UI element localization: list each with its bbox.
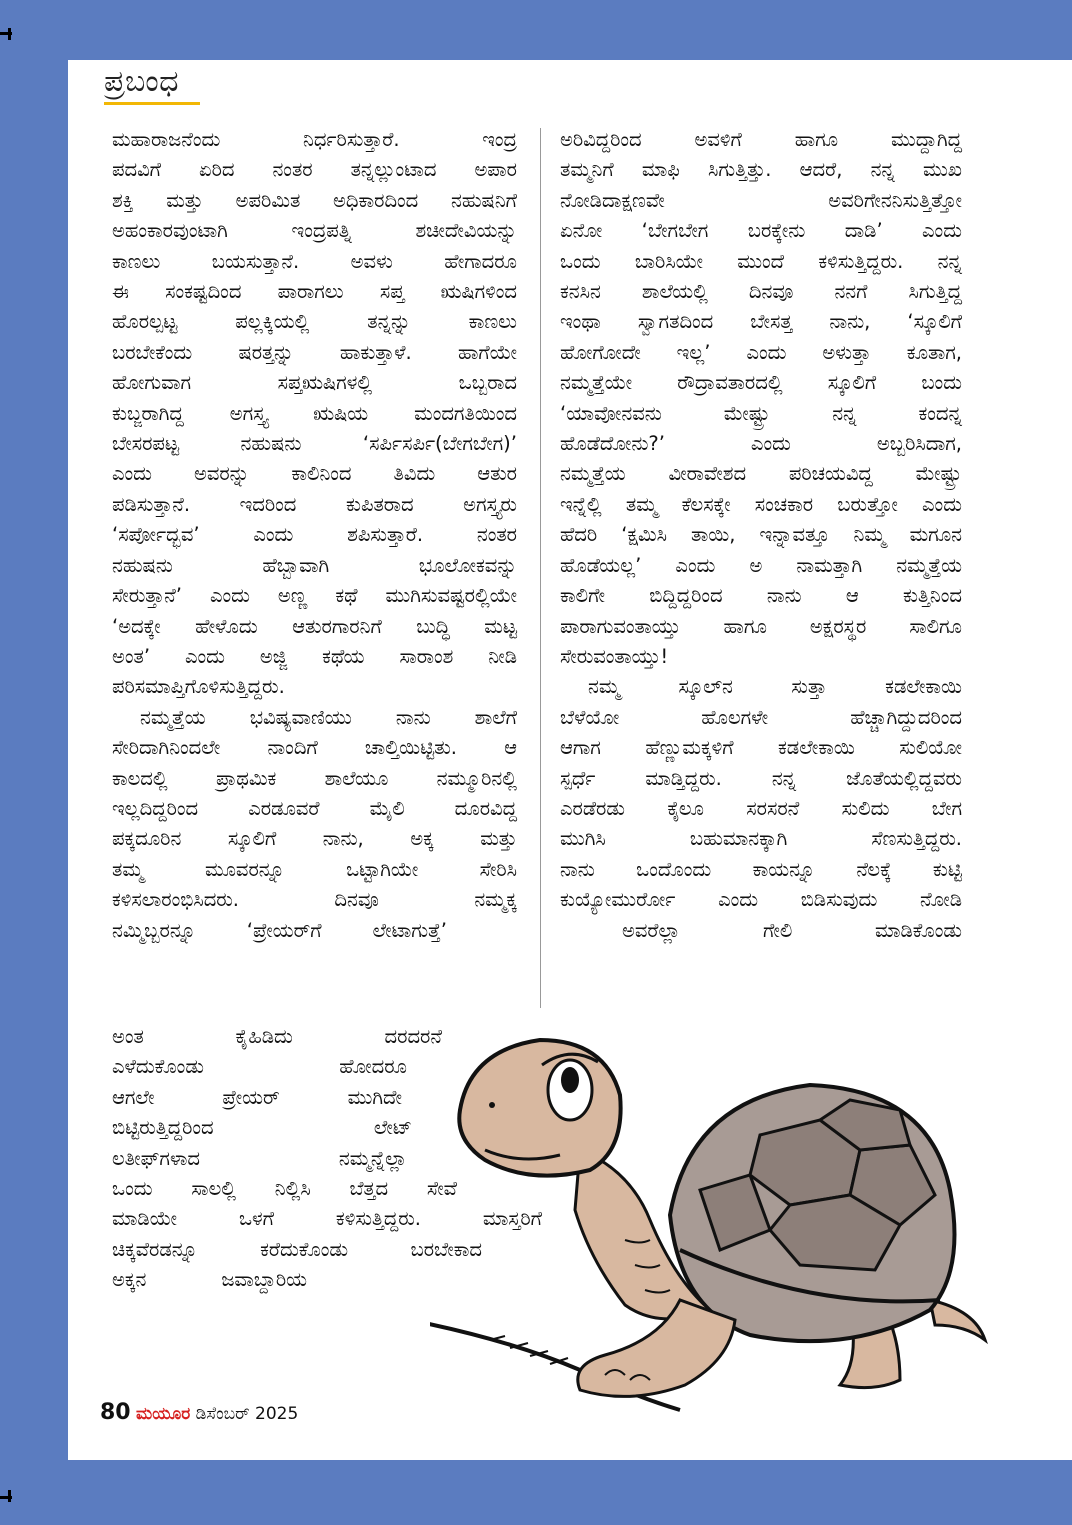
text-line: ಹೊಡೆಯಲ್ಲ’ ಎಂದು ಅ ನಾಮತ್ತಾಗಿ ನಮ್ಮತ್ತೆಯ — [560, 553, 962, 577]
text-line: ಏನೋ ‘ಬೇಗಬೇಗ ಬರಕ್ಕೇನು ದಾಡಿ’ ಎಂದು — [560, 219, 962, 243]
text-line: ಕುಬ್ಜರಾಗಿದ್ದ ಅಗಸ್ತ್ಯ ಋಷಿಯ ಮಂದಗತಿಯಿಂದ — [112, 401, 517, 425]
text-line: ಸೇರಿದಾಗಿನಿಂದಲೇ ನಾಂದಿಗೆ ಚಾಲ್ತಿಯಿಟ್ಟಿತು. ಆ — [112, 736, 517, 760]
text-line: ಕುಯ್ಯೋಮುರ್ರೋ ಎಂದು ಬಿಡಿಸುವುದು ನೋಡಿ — [560, 888, 962, 912]
text-line: ಬಿಟ್ಟಿರುತ್ತಿದ್ದರಿಂದ ಲೇಟ್ — [112, 1116, 412, 1140]
text-line: ಸೇರುವಂತಾಯ್ತು! — [560, 644, 669, 668]
text-line: ಒಂದು ಬಾರಿಸಿಯೇ ಮುಂದೆ ಕಳಿಸುತ್ತಿದ್ದರು. ನನ್ನ — [560, 249, 962, 273]
text-line: ಆಗಾಗ ಹೆಣ್ಣುಮಕ್ಕಳಿಗೆ ಕಡಲೇಕಾಯಿ ಸುಲಿಯೋ — [560, 736, 962, 760]
column-2 — [560, 125, 962, 946]
text-line: ಈ ಸಂಕಷ್ಟದಿಂದ ಪಾರಾಗಲು ಸಪ್ತ ಋಷಿಗಳಿಂದ — [112, 280, 517, 304]
text-line: ಇಲ್ಲದಿದ್ದರಿಂದ ಎರಡೂವರೆ ಮೈಲಿ ದೂರವಿದ್ದ — [112, 796, 517, 820]
text-line: ಲತೀಫ್‌ಗಳಾದ ನಮ್ಮನ್ನೆಲ್ಲಾ — [112, 1146, 407, 1170]
text-line: ಒಂದು ಸಾಲಲ್ಲಿ ನಿಲ್ಲಿಸಿ ಬೆತ್ತದ ಸೇವೆ — [112, 1177, 457, 1201]
text-line: ಮಹಾರಾಜನೆಂದು ನಿರ್ಧರಿಸುತ್ತಾರೆ. ಇಂದ್ರ — [112, 128, 517, 151]
text-line: ಅಂತ’ ಎಂದು ಅಜ್ಜಿ ಕಥೆಯ ಸಾರಾಂಶ ನೀಡಿ — [112, 644, 517, 668]
text-line: ಅಂತ ಕೈಹಿಡಿದು ದರದರನೆ — [112, 1025, 442, 1048]
section-title: ಪ್ರಬಂಧ — [104, 64, 180, 99]
column-1 — [112, 125, 517, 946]
text-line: ಪಡಿಸುತ್ತಾನೆ. ಇದರಿಂದ ಕುಪಿತರಾದ ಅಗಸ್ತ್ಯರು — [112, 492, 517, 516]
text-line: ಪಕ್ಕದೂರಿನ ಸ್ಕೂಲಿಗೆ ನಾನು, ಅಕ್ಕ ಮತ್ತು — [112, 827, 517, 851]
page-footer — [100, 1400, 298, 1425]
column-divider — [540, 128, 541, 1008]
text-line: ಮುಗಿಸಿ ಬಹುಮಾನಕ್ಕಾಗಿ ಸೆಣಸುತ್ತಿದ್ದರು. — [560, 827, 962, 851]
magazine-logo: ಮಯೂರ — [136, 1404, 191, 1424]
text-line: ನೋಡಿದಾಕ್ಷಣವೇ ಅವರಿಗೇನನಿಸುತ್ತಿತ್ತೋ — [560, 188, 962, 212]
text-line: ಶಕ್ತಿ ಮತ್ತು ಅಪರಿಮಿತ ಅಧಿಕಾರದಿಂದ ನಹುಷನಿಗೆ — [112, 188, 517, 212]
turtle-icon — [430, 1010, 990, 1430]
text-line: ನಮ್ಮ ಸ್ಕೂಲ್‌ನ ಸುತ್ತಾ ಕಡಲೇಕಾಯಿ — [588, 675, 962, 699]
text-line: ಕನಸಿನ ಶಾಲೆಯಲ್ಲಿ ದಿನವೂ ನನಗೆ ಸಿಗುತ್ತಿದ್ದ — [560, 280, 962, 304]
page-number: 80 — [100, 1400, 131, 1425]
text-line: ಅವರೆಲ್ಲಾ ಗೇಲಿ ಮಾಡಿಕೊಂಡು — [622, 918, 962, 942]
text-line: ಚಿಕ್ಕವೆರಡನ್ನೂ ಕರೆದುಕೊಂಡು ಬರಬೇಕಾದ — [112, 1237, 482, 1261]
text-line: ನಮ್ಮಿಬ್ಬರನ್ನೂ ‘ಪ್ರೇಯರ್‌ಗೆ ಲೇಟಾಗುತ್ತೆ’ — [112, 918, 447, 942]
text-line: ತಮ್ಮ ಮೂವರನ್ನೂ ಒಟ್ಟಾಗಿಯೇ ಸೇರಿಸಿ — [112, 857, 517, 881]
text-line: ‘ಅದಕ್ಕೇ ಹೇಳೊದು ಆತುರಗಾರನಿಗೆ ಬುದ್ಧಿ ಮಟ್ಟ — [112, 614, 517, 638]
text-line: ಕಳಿಸಲಾರಂಭಿಸಿದರು. ದಿನವೂ ನಮ್ಮಕ್ಕ — [112, 888, 517, 912]
issue-date: ಡಿಸೆಂಬರ್ 2025 — [195, 1404, 299, 1424]
text-line: ನಾನು ಒಂದೊಂದು ಕಾಯನ್ನೂ ನೆಲಕ್ಕೆ ಕುಟ್ಟಿ — [560, 857, 962, 881]
text-line: ಪದವಿಗೆ ಏರಿದ ನಂತರ ತನ್ನಲ್ಲುಂಟಾದ ಅಪಾರ — [112, 158, 517, 182]
text-line: ನಮ್ಮತ್ತೆಯ ಭವಿಷ್ಯವಾಣಿಯು ನಾನು ಶಾಲೆಗೆ — [140, 705, 517, 729]
text-line: ಅಹಂಕಾರವುಂಟಾಗಿ ಇಂದ್ರಪತ್ನಿ ಶಚೀದೇವಿಯನ್ನು — [112, 219, 517, 243]
crop-mark — [0, 32, 12, 35]
text-line: ‘ಯಾವೋನವನು ಮೇಷ್ಟ್ರು ನನ್ನ ಕಂದನ್ನ — [560, 401, 962, 425]
text-line: ಪರಿಸಮಾಪ್ತಿಗೊಳಿಸುತ್ತಿದ್ದರು. — [112, 675, 285, 699]
text-line: ಮಾಡಿಯೇ ಒಳಗೆ ಕಳಿಸುತ್ತಿದ್ದರು. ಮಾಸ್ತರಿಗೆ — [112, 1207, 542, 1231]
text-line: ಎರಡೆರಡು ಕೈಲೂ ಸರಸರನೆ ಸುಲಿದು ಬೇಗ — [560, 796, 962, 820]
text-line: ಎಳೆದುಕೊಂಡು ಹೋದರೂ — [112, 1055, 407, 1079]
text-line: ಇಂಥಾ ಸ್ವಾಗತದಿಂದ ಬೇಸತ್ತ ನಾನು, ‘ಸ್ಕೂಲಿಗೆ — [560, 310, 962, 334]
text-line: ಇನ್ನೆಲ್ಲಿ ತಮ್ಮ ಕೆಲಸಕ್ಕೇ ಸಂಚಕಾರ ಬರುತ್ತೋ ಎಂದು — [560, 492, 962, 516]
text-line: ಹೊರಲ್ಪಟ್ಟ ಪಲ್ಲಕ್ಕಿಯಲ್ಲಿ ತನ್ನನ್ನು ಕಾಣಲು — [112, 310, 517, 334]
text-line: ಅಕ್ಕನ ಜವಾಬ್ದಾರಿಯ — [112, 1268, 307, 1292]
text-line: ಕಾಣಲು ಬಯಸುತ್ತಾನೆ. ಅವಳು ಹೇಗಾದರೂ — [112, 249, 517, 273]
text-line: ಸ್ಪರ್ಧೆ ಮಾಡ್ತಿದ್ದರು. ನನ್ನ ಜೊತೆಯಲ್ಲಿದ್ದವರು — [560, 766, 962, 790]
text-line: ನಮ್ಮತ್ತೆಯೇ ರೌದ್ರಾವತಾರದಲ್ಲಿ ಸ್ಕೂಲಿಗೆ ಬಂದು — [560, 371, 962, 395]
text-line: ಹೋಗುವಾಗ ಸಪ್ತಋಷಿಗಳಲ್ಲಿ ಒಬ್ಬರಾದ — [112, 371, 517, 395]
text-line: ಕಾಲಿಗೇ ಬಿದ್ದಿದ್ದರಿಂದ ನಾನು ಆ ಕುತ್ತಿನಿಂದ — [560, 584, 962, 608]
text-line: ಹೋಗೋದೇ ಇಲ್ಲ’ ಎಂದು ಅಳುತ್ತಾ ಕೂತಾಗ, — [560, 340, 962, 364]
text-line: ಆಗಲೇ ಪ್ರೇಯರ್ ಮುಗಿದೇ — [112, 1085, 402, 1109]
text-line: ಬೆಳೆಯೋ ಹೊಲಗಳೇ ಹೆಚ್ಚಾಗಿದ್ದುದರಿಂದ — [560, 705, 962, 729]
text-line: ಹೊಡೆದೋನು?’ ಎಂದು ಅಬ್ಬರಿಸಿದಾಗ, — [560, 432, 962, 456]
text-line: ಕಾಲದಲ್ಲಿ ಪ್ರಾಥಮಿಕ ಶಾಲೆಯೂ ನಮ್ಮೂರಿನಲ್ಲಿ — [112, 766, 517, 790]
text-line: ನಮ್ಮತ್ತೆಯ ವೀರಾವೇಶದ ಪರಿಚಯವಿದ್ದ ಮೇಷ್ಟ್ರು — [560, 462, 962, 486]
text-line: ಎಂದು ಅವರನ್ನು ಕಾಲಿನಿಂದ ತಿವಿದು ಆತುರ — [112, 462, 517, 486]
title-underline — [104, 102, 200, 105]
text-line: ಸೇರುತ್ತಾನೆ’ ಎಂದು ಅಣ್ಣ ಕಥೆ ಮುಗಿಸುವಷ್ಟರಲ್ಲಿಯೇ — [112, 584, 517, 608]
crop-mark — [0, 1496, 12, 1499]
text-line: ಹೆದರಿ ‘ಕ್ಷಮಿಸಿ ತಾಯಿ, ಇನ್ನಾವತ್ತೂ ನಿಮ್ಮ ಮಗೂನ — [560, 523, 962, 547]
text-line: ಬೇಸರಪಟ್ಟ ನಹುಷನು ‘ಸರ್ಪಿಸರ್ಪಿ(ಬೇಗಬೇಗ)’ — [112, 432, 517, 456]
text-line: ನಹುಷನು ಹೆಬ್ಬಾವಾಗಿ ಭೂಲೋಕವನ್ನು — [112, 553, 517, 577]
text-line: ಪಾರಾಗುವಂತಾಯ್ತು ಹಾಗೂ ಅಕ್ಷರಸ್ಥರ ಸಾಲಿಗೂ — [560, 614, 962, 638]
text-line: ‘ಸರ್ಪೋದ್ಭವ’ ಎಂದು ಶಪಿಸುತ್ತಾರೆ. ನಂತರ — [112, 523, 517, 547]
text-line: ಅರಿವಿದ್ದರಿಂದ ಅವಳಿಗೆ ಹಾಗೂ ಮುದ್ದಾಗಿದ್ದ — [560, 128, 962, 151]
text-line: ಬರಬೇಕೆಂದು ಷರತ್ತನ್ನು ಹಾಕುತ್ತಾಳೆ. ಹಾಗೆಯೇ — [112, 340, 517, 364]
text-line: ತಮ್ಮನಿಗೆ ಮಾಫಿ ಸಿಗುತ್ತಿತ್ತು. ಆದರೆ, ನನ್ನ ಮುಖ — [560, 158, 962, 182]
